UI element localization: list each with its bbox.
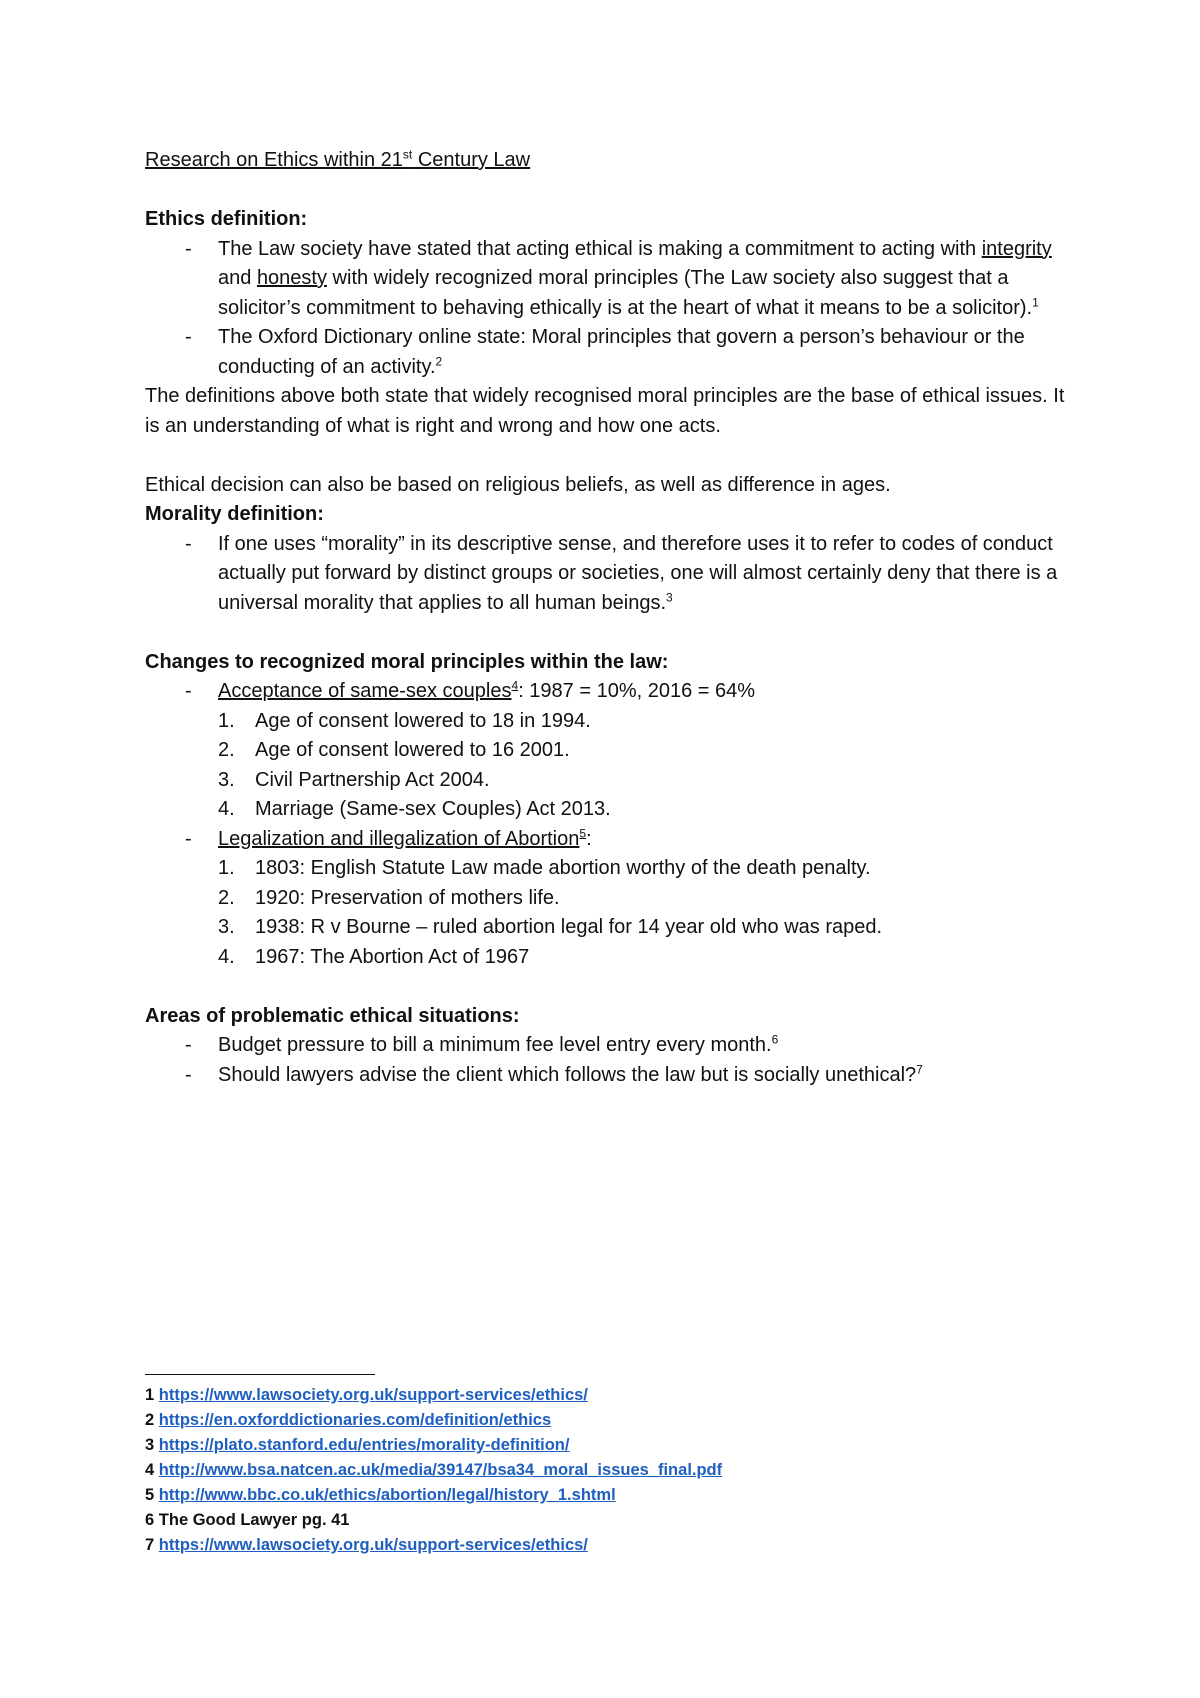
footnote-2: 2 https://en.oxforddictionaries.com/definition/ethics	[145, 1411, 552, 1429]
list-item: 3. 1938: R v Bourne – ruled abortion legal for 14 year old who was raped.	[218, 916, 883, 938]
list-item: - The Oxford Dictionary online state: Moral principles that govern a person’s behaviour or the conducting of an activity.$^2$	[145, 323, 1080, 382]
list-item: - Acceptance of same-sex couples$^4$: 1987 = 10%, 2016 = 64%	[145, 677, 1080, 707]
ethics-decision: Ethical decision can also be based on religious beliefs, as well as difference in ages.	[145, 473, 891, 496]
list-item: - If one uses “morality” in its descriptive sense, and therefore uses it to refer to codes of conduct actually put forward by distinct groups or societies, one will almost certainly deny that there is a universal morality that applies to all human beings.$^3$	[145, 530, 1080, 619]
list-item: - Budget pressure to bill a minimum fee level entry every month.$^6$	[145, 1031, 1080, 1061]
list-item: - The Law society have stated that acting ethical is making a commitment to acting with integrity and honesty with widely recognized moral principles (The Law society also suggest that a solicitor’s commitment to behaving ethically is at the heart of what it means to be a solicitor).$^1$	[145, 235, 1080, 324]
footnote-1: 1 https://www.lawsociety.org.uk/support-services/ethics/	[145, 1386, 588, 1404]
ethics-summary: The definitions above both state that widely recognised moral principles are the base of ethical issues. It is an understanding of what is right and wrong and how one acts.	[145, 385, 1065, 437]
footnote-4: 4 http://www.bsa.natcen.ac.uk/media/39147/bsa34_moral_issues_final.pdf	[145, 1461, 723, 1479]
list-item: 1. 1803: English Statute Law made abortion worthy of the death penalty.	[218, 857, 871, 879]
morality-definition-list	[145, 530, 1080, 619]
footnote-7: 7 https://www.lawsociety.org.uk/support-services/ethics/	[145, 1536, 588, 1554]
document-title: Research on Ethics within 21st Century Law	[145, 147, 531, 171]
list-item: 4. 1967: The Abortion Act of 1967	[218, 945, 530, 968]
problems-list	[145, 1031, 1080, 1090]
list-item: 1. Age of consent lowered to 18 in 1994.	[218, 709, 591, 732]
footnote-4-link[interactable]: http://www.bsa.natcen.ac.uk/media/39147/bsa34_moral_issues_final.pdf	[158, 1461, 723, 1479]
list-item: 3. Civil Partnership Act 2004.	[218, 768, 490, 791]
footnote-separator	[145, 1374, 375, 1375]
footnote-3: 3 https://plato.stanford.edu/entries/morality-definition/	[145, 1436, 570, 1454]
list-item: 2. Age of consent lowered to 16 2001.	[218, 739, 570, 761]
footnotes	[145, 1374, 1075, 1558]
abortion-numbered-list	[145, 854, 1080, 972]
footnote-1-link[interactable]: https://www.lawsociety.org.uk/support-services/ethics/	[158, 1386, 588, 1404]
changes-list	[145, 677, 1080, 707]
same-sex-numbered-list	[145, 707, 1080, 825]
footnote-5: 5 http://www.bbc.co.uk/ethics/abortion/legal/history_1.shtml	[145, 1486, 616, 1504]
footnote-2-link[interactable]: https://en.oxforddictionaries.com/definition/ethics	[158, 1411, 552, 1429]
list-item: - Legalization and illegalization of Abortion$^5$:	[145, 825, 1080, 855]
morality-definition-heading: Morality definition:	[145, 503, 324, 525]
footnote-3-link[interactable]: https://plato.stanford.edu/entries/morality-definition/	[158, 1436, 570, 1454]
footnote-7-link[interactable]: https://www.lawsociety.org.uk/support-services/ethics/	[158, 1536, 588, 1554]
ethics-definition-list	[145, 235, 1080, 383]
list-item: - Should lawyers advise the client which follows the law but is socially unethical?$^7$	[145, 1061, 1080, 1091]
changes-list-abortion	[145, 825, 1080, 855]
changes-heading: Changes to recognized moral principles within the law:	[145, 650, 669, 673]
list-item: 4. Marriage (Same-sex Couples) Act 2013.	[218, 798, 611, 820]
ethics-definition-heading: Ethics definition:	[145, 208, 308, 230]
footnote-6: 6 The Good Lawyer pg. 41	[145, 1511, 350, 1529]
footnote-5-link[interactable]: http://www.bbc.co.uk/ethics/abortion/legal/history_1.shtml	[158, 1486, 616, 1504]
problems-heading: Areas of problematic ethical situations:	[145, 1004, 520, 1027]
list-item: 2. 1920: Preservation of mothers life.	[218, 886, 560, 909]
